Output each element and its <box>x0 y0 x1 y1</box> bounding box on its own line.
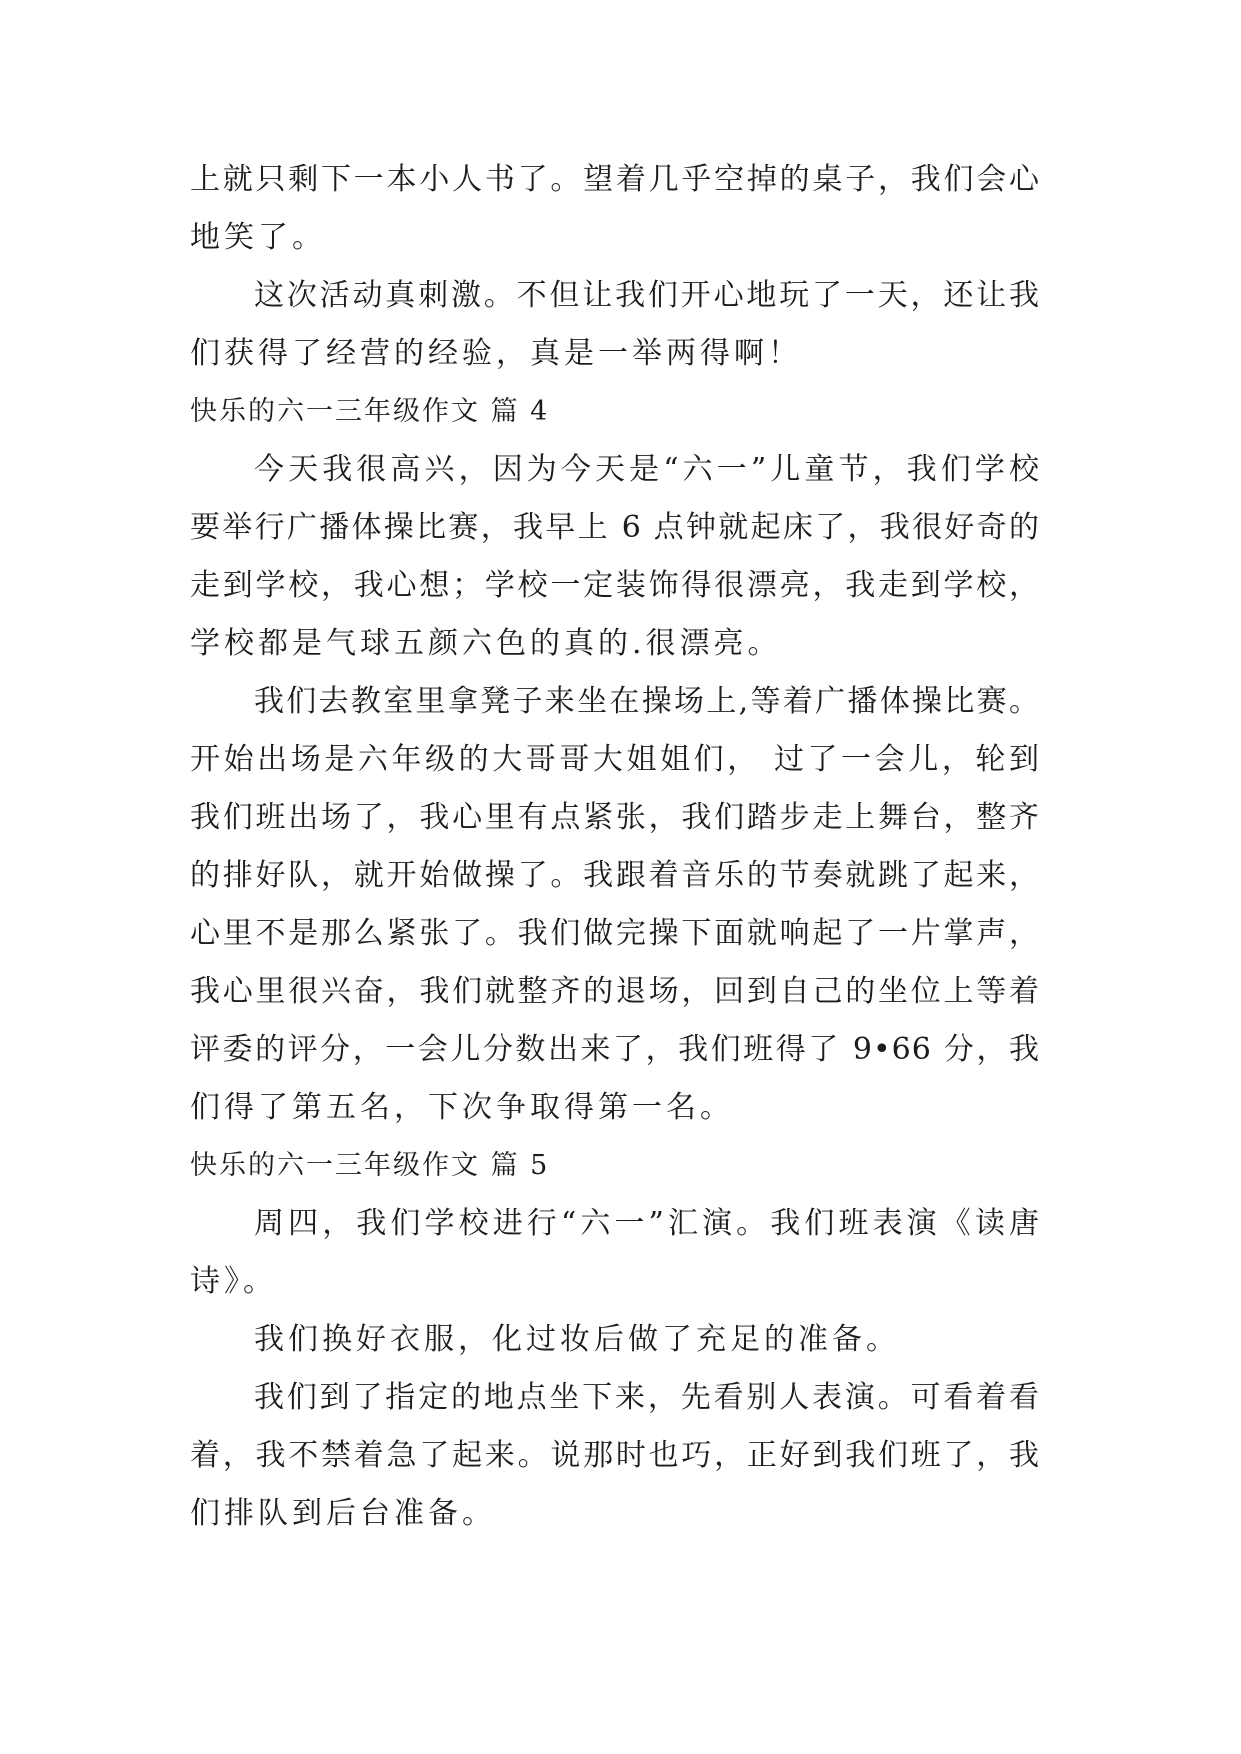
text-line: 我心里很兴奋，我们就整齐的退场，回到自己的坐位上等着 <box>190 974 1040 1009</box>
section-heading: 快乐的六一三年级作文 篇 5 <box>190 1150 550 1181</box>
text-line: 走到学校，我心想；学校一定装饰得很漂亮，我走到学校， <box>190 568 1040 603</box>
text-line: 的排好队，就开始做操了。我跟着音乐的节奏就跳了起来， <box>190 858 1040 893</box>
text-line: 我们去教室里拿凳子来坐在操场上,等着广播体操比赛。 <box>254 684 1040 719</box>
paragraph <box>190 1311 1040 1369</box>
text-line: 开始出场是六年级的大哥哥大姐姐们， 过了一会儿，轮到 <box>190 742 1040 777</box>
text-line: 我们换好衣服，化过妆后做了充足的准备。 <box>254 1322 900 1357</box>
text-line: 我们班出场了，我心里有点紧张，我们踏步走上舞台，整齐 <box>190 800 1040 835</box>
text-line: 评委的评分，一会儿分数出来了，我们班得了 9•66 分，我 <box>190 1032 1040 1067</box>
text-line: 我们到了指定的地点坐下来，先看别人表演。可看着看 <box>254 1380 1040 1415</box>
text-line: 周四，我们学校进行“六一”汇演。我们班表演《读唐 <box>254 1206 1040 1241</box>
paragraph <box>190 441 1040 673</box>
document-body <box>190 151 1040 1543</box>
paragraph <box>190 1369 1040 1543</box>
paragraph <box>190 1195 1040 1311</box>
paragraph <box>190 267 1040 383</box>
text-line: 要举行广播体操比赛，我早上 6 点钟就起床了，我很好奇的 <box>190 510 1040 545</box>
text-line: 着，我不禁着急了起来。说那时也巧，正好到我们班了，我 <box>190 1438 1040 1473</box>
text-line: 今天我很高兴，因为今天是“六一”儿童节，我们学校 <box>254 452 1040 487</box>
text-line: 心里不是那么紧张了。我们做完操下面就响起了一片掌声， <box>190 916 1040 951</box>
text-line: 诗》。 <box>190 1264 277 1299</box>
paragraph <box>190 151 1040 267</box>
text-line: 学校都是气球五颜六色的真的.很漂亮。 <box>190 626 782 661</box>
text-line: 地笑了。 <box>190 220 326 255</box>
text-line: 这次活动真刺激。不但让我们开心地玩了一天，还让我 <box>254 278 1040 313</box>
text-line: 们排队到后台准备。 <box>190 1496 496 1531</box>
text-line: 们获得了经营的经验，真是一举两得啊！ <box>190 336 802 371</box>
paragraph <box>190 673 1040 1137</box>
section-heading: 快乐的六一三年级作文 篇 4 <box>190 396 550 427</box>
text-line: 上就只剩下一本小人书了。望着几乎空掉的桌子，我们会心 <box>190 162 1040 197</box>
text-line: 们得了第五名，下次争取得第一名。 <box>190 1090 734 1125</box>
